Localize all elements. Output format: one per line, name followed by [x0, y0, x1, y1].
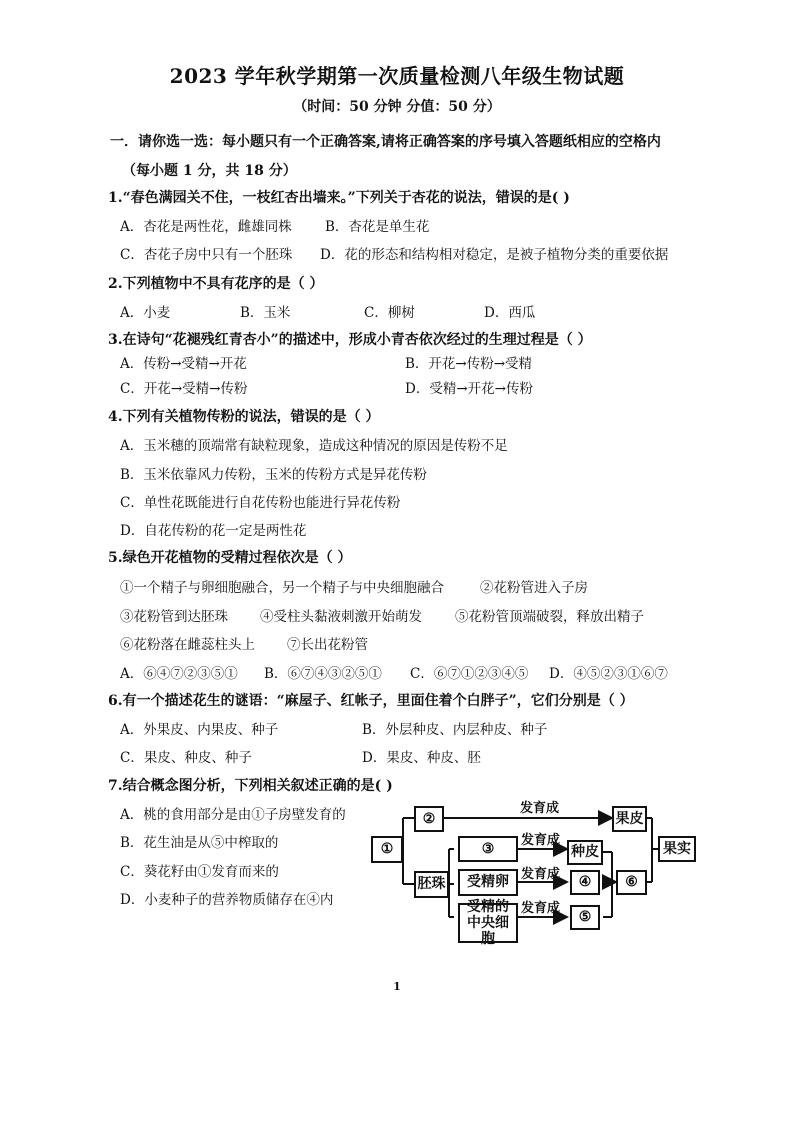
node-6: ⑥ [616, 870, 647, 895]
option: D．受精→开花→传粉 [405, 381, 533, 397]
edge-label: 发育成 [521, 901, 561, 916]
process-step: ②花粉管进入子房 [480, 580, 588, 596]
process-step: ⑤花粉管顶端破裂，释放出精子 [455, 609, 644, 625]
option: B．花生油是从⑤中榨取的 [120, 835, 279, 851]
node-3: ③ [458, 836, 518, 862]
option: B．杏花是单生花 [325, 219, 430, 235]
section-heading: 一．请你选一选：每小题只有一个正确答案,请将正确答案的序号填入答题纸相应的空格内 [110, 134, 661, 150]
option: A．桃的食用部分是由①子房壁发育的 [120, 807, 346, 823]
option: A．玉米穗的顶端常有缺粒现象，造成这种情况的原因是传粉不足 [120, 438, 508, 454]
exam-info: （时间：50 分钟 分值：50 分） [293, 99, 501, 115]
node-fertilized-egg: 受精卵 [458, 869, 518, 896]
option: A．⑥④⑦②③⑤① [120, 666, 238, 682]
option: A．小麦 [120, 305, 171, 321]
question-stem: 1.“春色满园关不住，一枝红杏出墙来。”下列关于杏花的说法，错误的是( ) [108, 190, 570, 206]
node-1: ① [371, 836, 403, 863]
edge-label: 发育成 [520, 801, 560, 816]
question-stem: 5.绿色开花植物的受精过程依次是（ ） [108, 550, 352, 566]
option: A．传粉→受精→开花 [120, 356, 247, 372]
option: D．果皮、种皮、胚 [362, 750, 481, 766]
node-pericarp: 果皮 [612, 806, 647, 832]
process-step: ⑦长出花粉管 [287, 637, 368, 653]
node-5: ⑤ [570, 905, 600, 930]
question-stem: 3.在诗句“花褪残红青杏小”的描述中，形成小青杏依次经过的生理过程是（ ） [108, 332, 592, 348]
option: D．④⑤②③①⑥⑦ [549, 666, 668, 682]
option: C．⑥⑦①②③④⑤ [410, 666, 529, 682]
question-stem: 7.结合概念图分析，下列相关叙述正确的是( ) [108, 778, 393, 794]
node-fruit: 果实 [658, 836, 696, 862]
option: C．单性花既能进行自花传粉也能进行异花传粉 [120, 495, 401, 511]
node-2: ② [414, 806, 444, 832]
process-step: ①一个精子与卵细胞融合，另一个精子与中央细胞融合 [120, 580, 444, 596]
option: C．柳树 [364, 305, 415, 321]
option: B．玉米 [240, 305, 291, 321]
option: D．自花传粉的花一定是两性花 [120, 523, 307, 539]
node-seed-coat: 种皮 [567, 840, 603, 865]
option: B．外层种皮、内层种皮、种子 [362, 722, 548, 738]
question-stem: 6.有一个描述花生的谜语：“麻屋子、红帐子，里面住着个白胖子”，它们分别是（ ） [108, 693, 634, 709]
edge-label: 发育成 [521, 833, 561, 848]
option: D．花的形态和结构相对稳定，是被子植物分类的重要依据 [320, 247, 669, 263]
option: A．杏花是两性花，雌雄同株 [120, 219, 292, 235]
node-4: ④ [570, 870, 600, 895]
edge-label: 发育成 [521, 867, 561, 882]
node-fertilized-central-cell: 受精的中央细胞 [458, 903, 518, 943]
option: C．葵花籽由①发育而来的 [120, 864, 279, 880]
option: B．玉米依靠风力传粉，玉米的传粉方式是异花传粉 [120, 467, 427, 483]
page-number: 1 [393, 980, 401, 993]
option: A．外果皮、内果皮、种子 [120, 722, 279, 738]
option: C．果皮、种皮、种子 [120, 750, 252, 766]
process-step: ③花粉管到达胚珠 [120, 609, 228, 625]
process-step: ⑥花粉落在雌蕊柱头上 [120, 637, 255, 653]
section-note: （每小题 1 分，共 18 分） [122, 163, 297, 179]
option: C．杏花子房中只有一个胚珠 [120, 247, 293, 263]
option: C．开花→受精→传粉 [120, 381, 248, 397]
option: B．⑥⑦④③②⑤① [264, 666, 382, 682]
option: D．小麦种子的营养物质储存在④内 [120, 892, 334, 908]
page-title: 2023 学年秋学期第一次质量检测八年级生物试题 [169, 64, 625, 88]
process-step: ④受柱头黏液刺激开始萌发 [260, 609, 422, 625]
option: B．开花→传粉→受精 [405, 356, 533, 372]
option: D．西瓜 [484, 305, 536, 321]
node-ovule: 胚珠 [414, 871, 449, 898]
question-stem: 4.下列有关植物传粉的说法，错误的是（ ） [108, 409, 380, 425]
question-stem: 2.下列植物中不具有花序的是（ ） [108, 276, 324, 292]
